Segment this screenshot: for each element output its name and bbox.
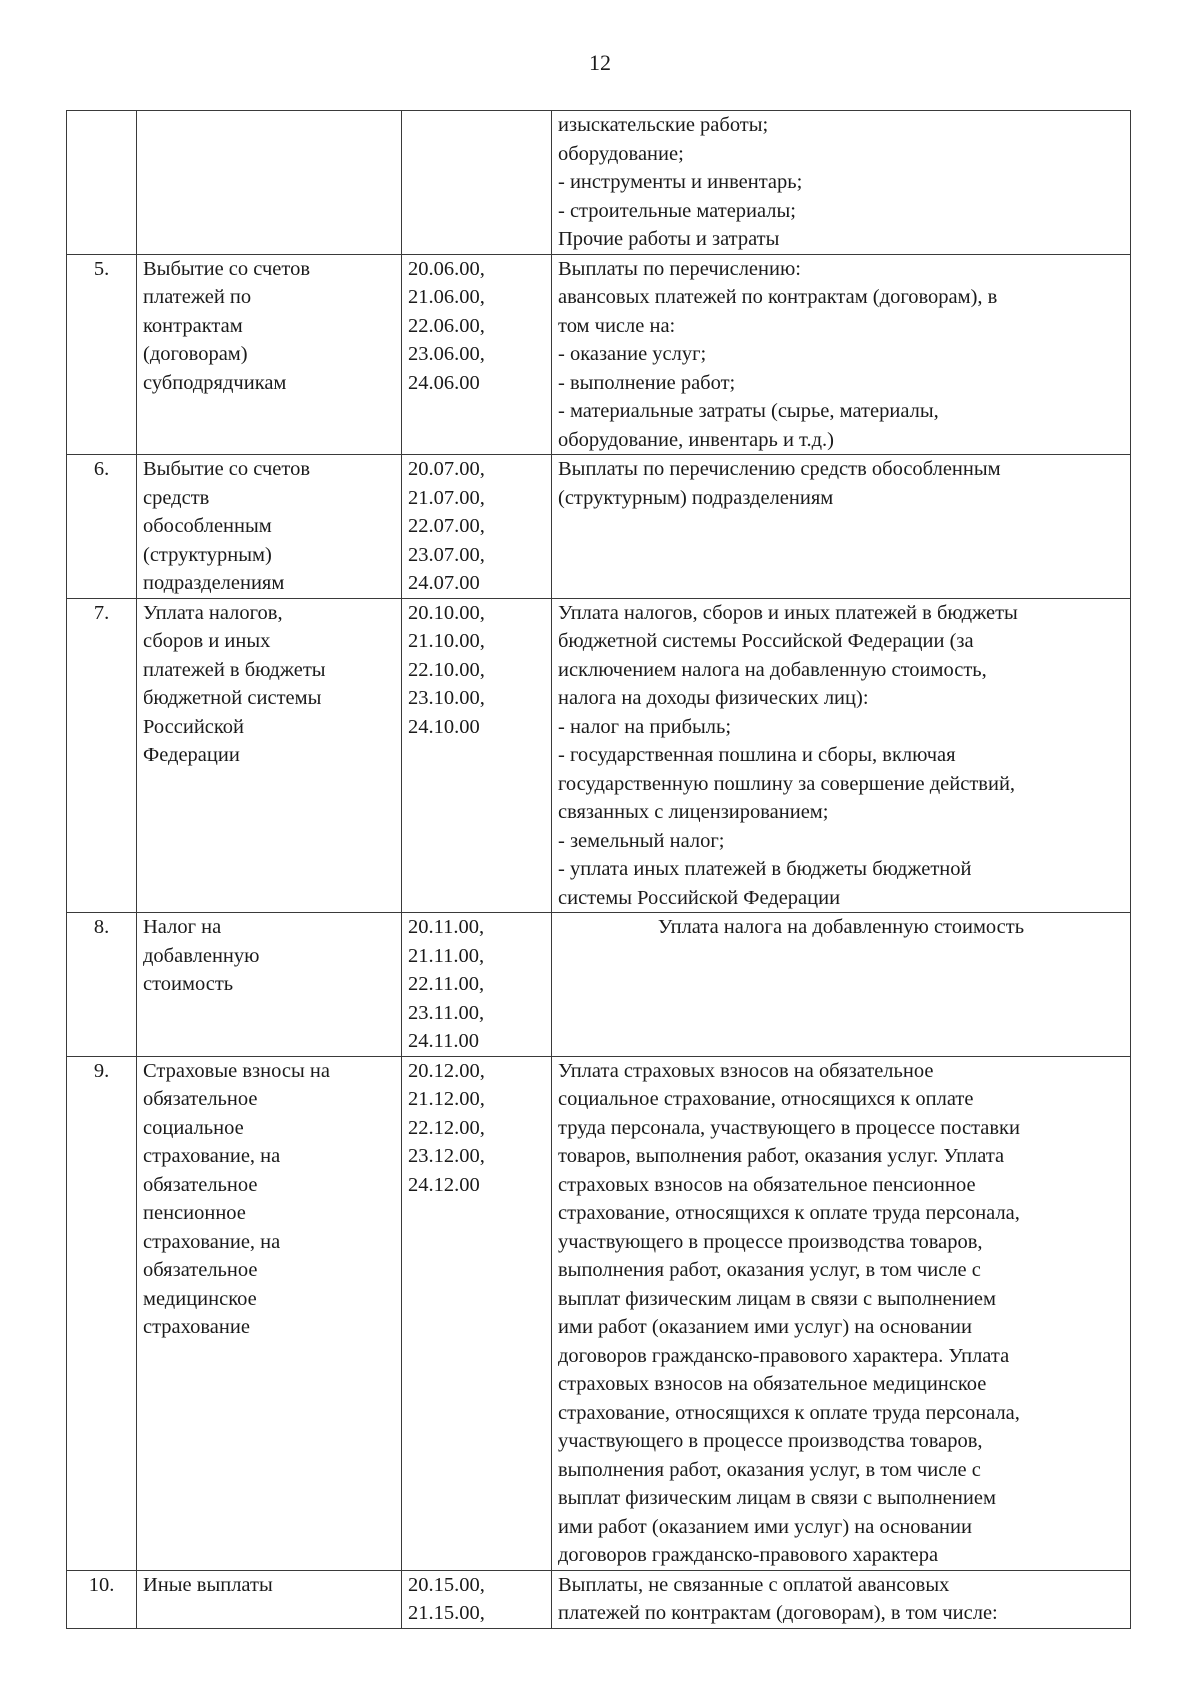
row-description-line: оборудование; xyxy=(558,142,684,165)
row-name-line: стоимость xyxy=(143,973,234,995)
table-row xyxy=(67,913,1131,1057)
row-name-line: обязательное xyxy=(143,1259,258,1281)
row-name-cell xyxy=(137,111,402,255)
row-code-line: 23.10.00, xyxy=(408,687,485,709)
accounts-table xyxy=(66,110,1131,1629)
row-code-line: 20.07.00, xyxy=(408,458,485,480)
row-description-line: системы Российской Федерации xyxy=(558,886,841,909)
row-code-line: 21.11.00, xyxy=(408,944,485,967)
row-number: 7. xyxy=(67,598,137,913)
table-row xyxy=(67,1056,1131,1570)
row-name-line: страхование, на xyxy=(143,1145,281,1167)
row-name-line: пенсионное xyxy=(143,1202,246,1224)
row-code-line: 24.07.00 xyxy=(408,572,480,594)
row-name-cell xyxy=(137,254,402,455)
row-description-line: - инструменты и инвентарь; xyxy=(558,171,803,193)
row-description-line: выполнения работ, оказания услуг, в том числе с xyxy=(558,1458,981,1481)
row-code-line: 23.06.00, xyxy=(408,343,485,365)
table-row xyxy=(67,254,1131,455)
row-description-line: бюджетной системы Российской Федерации (за xyxy=(558,630,974,652)
row-description-line: страховых взносов на обязательное медицинское xyxy=(558,1373,987,1395)
row-name-line: Уплата налогов, xyxy=(143,601,283,624)
row-code-line: 22.10.00, xyxy=(408,658,485,681)
row-description-line: - государственная пошлина и сборы, включая xyxy=(558,744,956,766)
row-code-line: 22.06.00, xyxy=(408,314,485,337)
row-description-line: Уплата страховых взносов на обязательное xyxy=(558,1059,934,1082)
row-description-line: ими работ (оказанием ими услуг) на основании xyxy=(558,1515,972,1538)
row-code-line: 21.12.00, xyxy=(408,1088,485,1110)
row-description-line: выплат физическим лицам в связи с выполнением xyxy=(558,1487,996,1509)
row-code-line: 20.06.00, xyxy=(408,257,485,280)
row-codes-cell xyxy=(402,254,552,455)
row-name-line: Российской xyxy=(143,715,245,738)
row-description-line: - земельный налог; xyxy=(558,829,725,852)
row-code-line: 20.11.00, xyxy=(408,916,485,938)
row-description-line: - выполнение работ; xyxy=(558,371,736,394)
row-codes-cell xyxy=(402,111,552,255)
row-description-line: участвующего в процессе производства товаров, xyxy=(558,1230,983,1253)
row-name-line: платежей по xyxy=(143,286,252,308)
row-description-cell xyxy=(552,1570,1131,1628)
table-row xyxy=(67,455,1131,599)
row-code-line: 22.12.00, xyxy=(408,1116,485,1139)
row-name-cell xyxy=(137,598,402,913)
row-description-cell xyxy=(552,254,1131,455)
row-description-line: страховых взносов на обязательное пенсионное xyxy=(558,1173,976,1196)
row-description-cell xyxy=(552,598,1131,913)
row-code-line: 23.11.00, xyxy=(408,1001,485,1024)
row-codes-cell xyxy=(402,455,552,599)
row-name-line: страхование xyxy=(143,1316,250,1338)
row-description-line: платежей по контрактам (договорам), в том числе: xyxy=(558,1602,998,1624)
row-code-line: 20.12.00, xyxy=(408,1059,485,1082)
row-name-line: подразделениям xyxy=(143,572,285,594)
row-description-line: - строительные материалы; xyxy=(558,199,796,222)
row-code-line: 21.06.00, xyxy=(408,286,485,308)
row-codes-cell xyxy=(402,1056,552,1570)
row-number xyxy=(67,111,137,255)
row-description-cell xyxy=(552,455,1131,599)
row-name-line: (структурным) xyxy=(143,543,272,566)
row-description-line: Уплата налогов, сборов и иных платежей в бюджеты xyxy=(558,601,1018,624)
row-number: 10. xyxy=(67,1570,137,1628)
table-row xyxy=(67,598,1131,913)
row-name-line: добавленную xyxy=(143,944,260,967)
row-description-line: оборудование, инвентарь и т.д.) xyxy=(558,428,834,451)
row-name-line: обособленным xyxy=(143,515,272,537)
row-description-cell xyxy=(552,1056,1131,1570)
row-name-line: обязательное xyxy=(143,1173,258,1196)
row-name-line: Налог на xyxy=(143,916,222,938)
row-name-cell xyxy=(137,455,402,599)
row-description-line: выполнения работ, оказания услуг, в том числе с xyxy=(558,1259,981,1281)
row-description-line: выплат физическим лицам в связи с выполнением xyxy=(558,1287,996,1310)
row-code-line: 21.15.00, xyxy=(408,1602,485,1624)
row-description-line: - материальные затраты (сырье, материалы, xyxy=(558,400,939,422)
row-code-line: 23.12.00, xyxy=(408,1145,485,1167)
row-description-line: страхование, относящихся к оплате труда персонала, xyxy=(558,1401,1020,1424)
row-code-line: 21.07.00, xyxy=(408,486,485,509)
row-name-cell xyxy=(137,1056,402,1570)
row-number: 6. xyxy=(67,455,137,599)
row-code-line: 21.10.00, xyxy=(408,630,485,652)
row-name-line: контрактам xyxy=(143,314,243,337)
row-description-line: - уплата иных платежей в бюджеты бюджетной xyxy=(558,858,972,880)
row-description-line: налога на доходы физических лиц): xyxy=(558,687,869,709)
row-name-line: Федерации xyxy=(143,744,240,766)
row-description-line: исключением налога на добавленную стоимость, xyxy=(558,658,987,681)
row-number: 5. xyxy=(67,254,137,455)
row-name-line: обязательное xyxy=(143,1088,258,1110)
row-description-line: Выплаты по перечислению: xyxy=(558,257,801,280)
row-description-line: том числе на: xyxy=(558,314,676,337)
row-description-line: (структурным) подразделениям xyxy=(558,486,834,509)
row-name-line: средств xyxy=(143,486,210,509)
row-codes-cell xyxy=(402,913,552,1057)
row-name-line: бюджетной системы xyxy=(143,687,322,709)
row-code-line: 20.10.00, xyxy=(408,601,485,624)
row-description-line: авансовых платежей по контрактам (договорам), в xyxy=(558,286,998,308)
row-name-line: Выбытие со счетов xyxy=(143,458,310,480)
row-name-line: социальное xyxy=(143,1116,244,1139)
page-number: 12 xyxy=(589,50,611,75)
row-name-line: платежей в бюджеты xyxy=(143,658,326,681)
row-code-line: 24.06.00 xyxy=(408,371,480,394)
row-description-line: Выплаты, не связанные с оплатой авансовых xyxy=(558,1573,950,1596)
row-description-line: товаров, выполнения работ, оказания услуг. Уплата xyxy=(558,1145,1005,1167)
row-description-line: договоров гражданско-правового характера xyxy=(558,1544,939,1566)
row-number: 9. xyxy=(67,1056,137,1570)
row-description-line: - налог на прибыль; xyxy=(558,715,732,738)
table-body xyxy=(67,111,1131,1629)
row-name-cell xyxy=(137,913,402,1057)
row-name-line: медицинское xyxy=(143,1287,257,1310)
table-row xyxy=(67,1570,1131,1628)
row-description-line: - оказание услуг; xyxy=(558,343,707,365)
row-description-line: связанных с лицензированием; xyxy=(558,801,829,823)
row-name-line: (договорам) xyxy=(143,343,248,365)
row-description-cell xyxy=(552,913,1131,1057)
row-name-line: Страховые взносы на xyxy=(143,1059,330,1082)
row-code-line: 22.11.00, xyxy=(408,973,485,995)
row-description-line: Прочие работы и затраты xyxy=(558,228,780,250)
table-row xyxy=(67,111,1131,255)
row-description-line: государственную пошлину за совершение действий, xyxy=(558,772,1016,795)
row-code-line: 23.07.00, xyxy=(408,543,485,566)
row-codes-cell xyxy=(402,1570,552,1628)
row-codes-cell xyxy=(402,598,552,913)
row-name-cell xyxy=(137,1570,402,1628)
row-description-line: договоров гражданско-правового характера. Уплата xyxy=(558,1344,1010,1367)
row-name-line: Выбытие со счетов xyxy=(143,257,310,280)
row-code-line: 24.10.00 xyxy=(408,715,480,738)
row-name-line: сборов и иных xyxy=(143,630,271,652)
row-description-line: страхование, относящихся к оплате труда персонала, xyxy=(558,1202,1020,1224)
row-code-line: 24.11.00 xyxy=(408,1030,479,1052)
row-name-line: субподрядчикам xyxy=(143,371,287,394)
row-name-line: страхование, на xyxy=(143,1230,281,1253)
row-description-line: участвующего в процессе производства товаров, xyxy=(558,1430,983,1452)
row-description-line: Выплаты по перечислению средств обособленным xyxy=(558,458,1001,480)
row-description-line: труда персонала, участвующего в процессе поставки xyxy=(558,1116,1020,1139)
row-code-line: 22.07.00, xyxy=(408,515,485,537)
row-code-line: 20.15.00, xyxy=(408,1573,485,1596)
row-number: 8. xyxy=(67,913,137,1057)
row-description-line: ими работ (оказанием ими услуг) на основании xyxy=(558,1316,972,1338)
row-description-cell xyxy=(552,111,1131,255)
row-description-line: Уплата налога на добавленную стоимость xyxy=(657,916,1025,938)
row-description-line: изыскательские работы; xyxy=(558,114,769,136)
row-description-line: социальное страхование, относящихся к оплате xyxy=(558,1088,974,1110)
row-code-line: 24.12.00 xyxy=(408,1173,480,1196)
row-name-line: Иные выплаты xyxy=(143,1573,273,1596)
